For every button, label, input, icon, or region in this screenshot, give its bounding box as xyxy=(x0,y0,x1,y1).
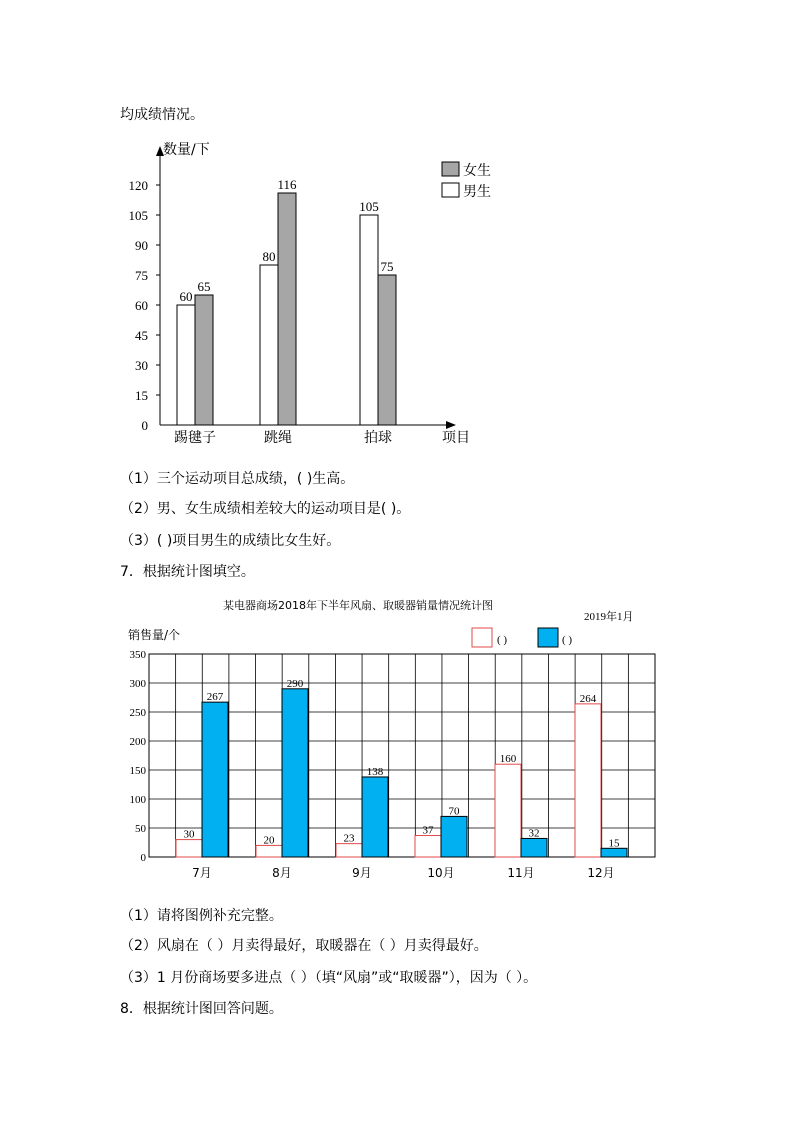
legend-label-red: ( ) xyxy=(497,634,508,646)
y-tick-label: 60 xyxy=(135,298,148,313)
bar-blue xyxy=(362,777,388,857)
data-label-red: 23 xyxy=(343,832,355,845)
data-label-blue: 15 xyxy=(608,837,620,850)
bar-blue xyxy=(601,848,627,857)
bar-red xyxy=(415,836,441,857)
q6-item-1: （1）三个运动项目总成绩，( )生高。 xyxy=(120,471,355,487)
bar-male xyxy=(177,305,195,425)
bar-female xyxy=(195,295,213,425)
data-label-blue: 32 xyxy=(528,827,540,840)
data-label-red: 160 xyxy=(499,753,517,766)
bar-red xyxy=(495,764,521,857)
bar-male xyxy=(260,265,278,425)
category-label: 7月 xyxy=(192,866,212,880)
data-label-red: 37 xyxy=(422,824,434,837)
bar-female xyxy=(378,275,396,425)
y-tick-label: 350 xyxy=(129,649,146,661)
bar-blue xyxy=(202,702,228,857)
data-label-blue: 70 xyxy=(448,805,460,818)
q7-title: 7．根据统计图填空。 xyxy=(120,564,255,580)
intro-text: 均成绩情况。 xyxy=(120,107,204,123)
bar-red xyxy=(336,844,362,857)
y-tick-label: 50 xyxy=(135,823,146,835)
y-axis-label: 数量/下 xyxy=(163,142,210,158)
bar-blue xyxy=(441,816,467,857)
data-label-female: 75 xyxy=(380,259,394,274)
bar-male xyxy=(360,215,378,425)
q7-item-2: （2）风扇在（ ）月卖得最好，取暖器在（ ）月卖得最好。 xyxy=(120,938,488,954)
y-tick-label: 150 xyxy=(129,765,146,777)
y-tick-label: 90 xyxy=(135,238,148,253)
bar-blue xyxy=(282,689,308,857)
data-label-red: 264 xyxy=(579,692,597,705)
legend-swatch-blue xyxy=(538,628,558,647)
chart-date: 2019年1月 xyxy=(584,611,634,623)
category-label: 9月 xyxy=(352,866,372,880)
bar-red xyxy=(176,840,202,857)
y-tick-label: 105 xyxy=(128,208,148,223)
category-label: 11月 xyxy=(507,866,535,880)
category-label: 跳绳 xyxy=(264,430,292,446)
x-axis-label: 项目 xyxy=(442,430,470,446)
q6-item-3: （3）( )项目男生的成绩比女生好。 xyxy=(120,533,341,549)
legend-label-blue: ( ) xyxy=(562,634,573,646)
y-tick-label: 45 xyxy=(135,328,148,343)
data-label-blue: 290 xyxy=(286,677,304,690)
y-tick-label: 120 xyxy=(128,178,148,193)
category-label: 12月 xyxy=(587,866,615,880)
category-label: 10月 xyxy=(427,866,455,880)
bar-blue xyxy=(521,838,547,857)
y-tick-label: 300 xyxy=(129,678,146,690)
data-label-blue: 267 xyxy=(206,691,224,704)
y-tick-label: 0 xyxy=(140,852,146,864)
bar-female xyxy=(278,193,296,425)
bar-red xyxy=(575,704,601,857)
y-tick-label: 250 xyxy=(129,707,146,719)
data-label-female: 65 xyxy=(197,279,211,294)
q7-item-1: （1）请将图例补充完整。 xyxy=(120,908,283,924)
legend-label-female: 女生 xyxy=(463,163,491,179)
y-tick-label: 75 xyxy=(135,268,148,283)
q8-title: 8．根据统计图回答问题。 xyxy=(120,1001,283,1017)
legend-swatch-red xyxy=(472,628,492,647)
legend-swatch-male xyxy=(442,183,459,197)
data-label-red: 20 xyxy=(263,834,275,847)
q7-item-3: （3）1 月份商场要多进点（ ）（填“风扇”或“取暖器”），因为（ ）。 xyxy=(120,970,538,986)
y-tick-label: 0 xyxy=(141,418,148,433)
data-label-male: 80 xyxy=(262,249,276,264)
y-tick-label: 30 xyxy=(135,358,148,373)
q6-item-2: （2）男、女生成绩相差较大的运动项目是( )。 xyxy=(120,501,411,517)
y-axis-label: 销售量/个 xyxy=(128,628,181,642)
data-label-female: 116 xyxy=(277,177,297,192)
y-tick-label: 100 xyxy=(129,794,146,806)
data-label-blue: 138 xyxy=(366,765,384,778)
category-label: 8月 xyxy=(272,866,292,880)
bar-red xyxy=(256,845,282,857)
y-tick-label: 200 xyxy=(129,736,146,748)
data-label-male: 105 xyxy=(359,199,379,214)
data-label-male: 60 xyxy=(179,289,193,304)
category-label: 拍球 xyxy=(364,430,392,446)
chart-title: 某电器商场2018年下半年风扇、取暖器销量情况统计图 xyxy=(223,599,493,612)
legend-label-male: 男生 xyxy=(463,184,491,200)
legend-swatch-female xyxy=(442,162,459,176)
x-axis-arrow xyxy=(446,421,456,429)
category-label: 踢毽子 xyxy=(174,430,216,446)
y-tick-label: 15 xyxy=(135,388,148,403)
data-label-red: 30 xyxy=(183,828,195,841)
